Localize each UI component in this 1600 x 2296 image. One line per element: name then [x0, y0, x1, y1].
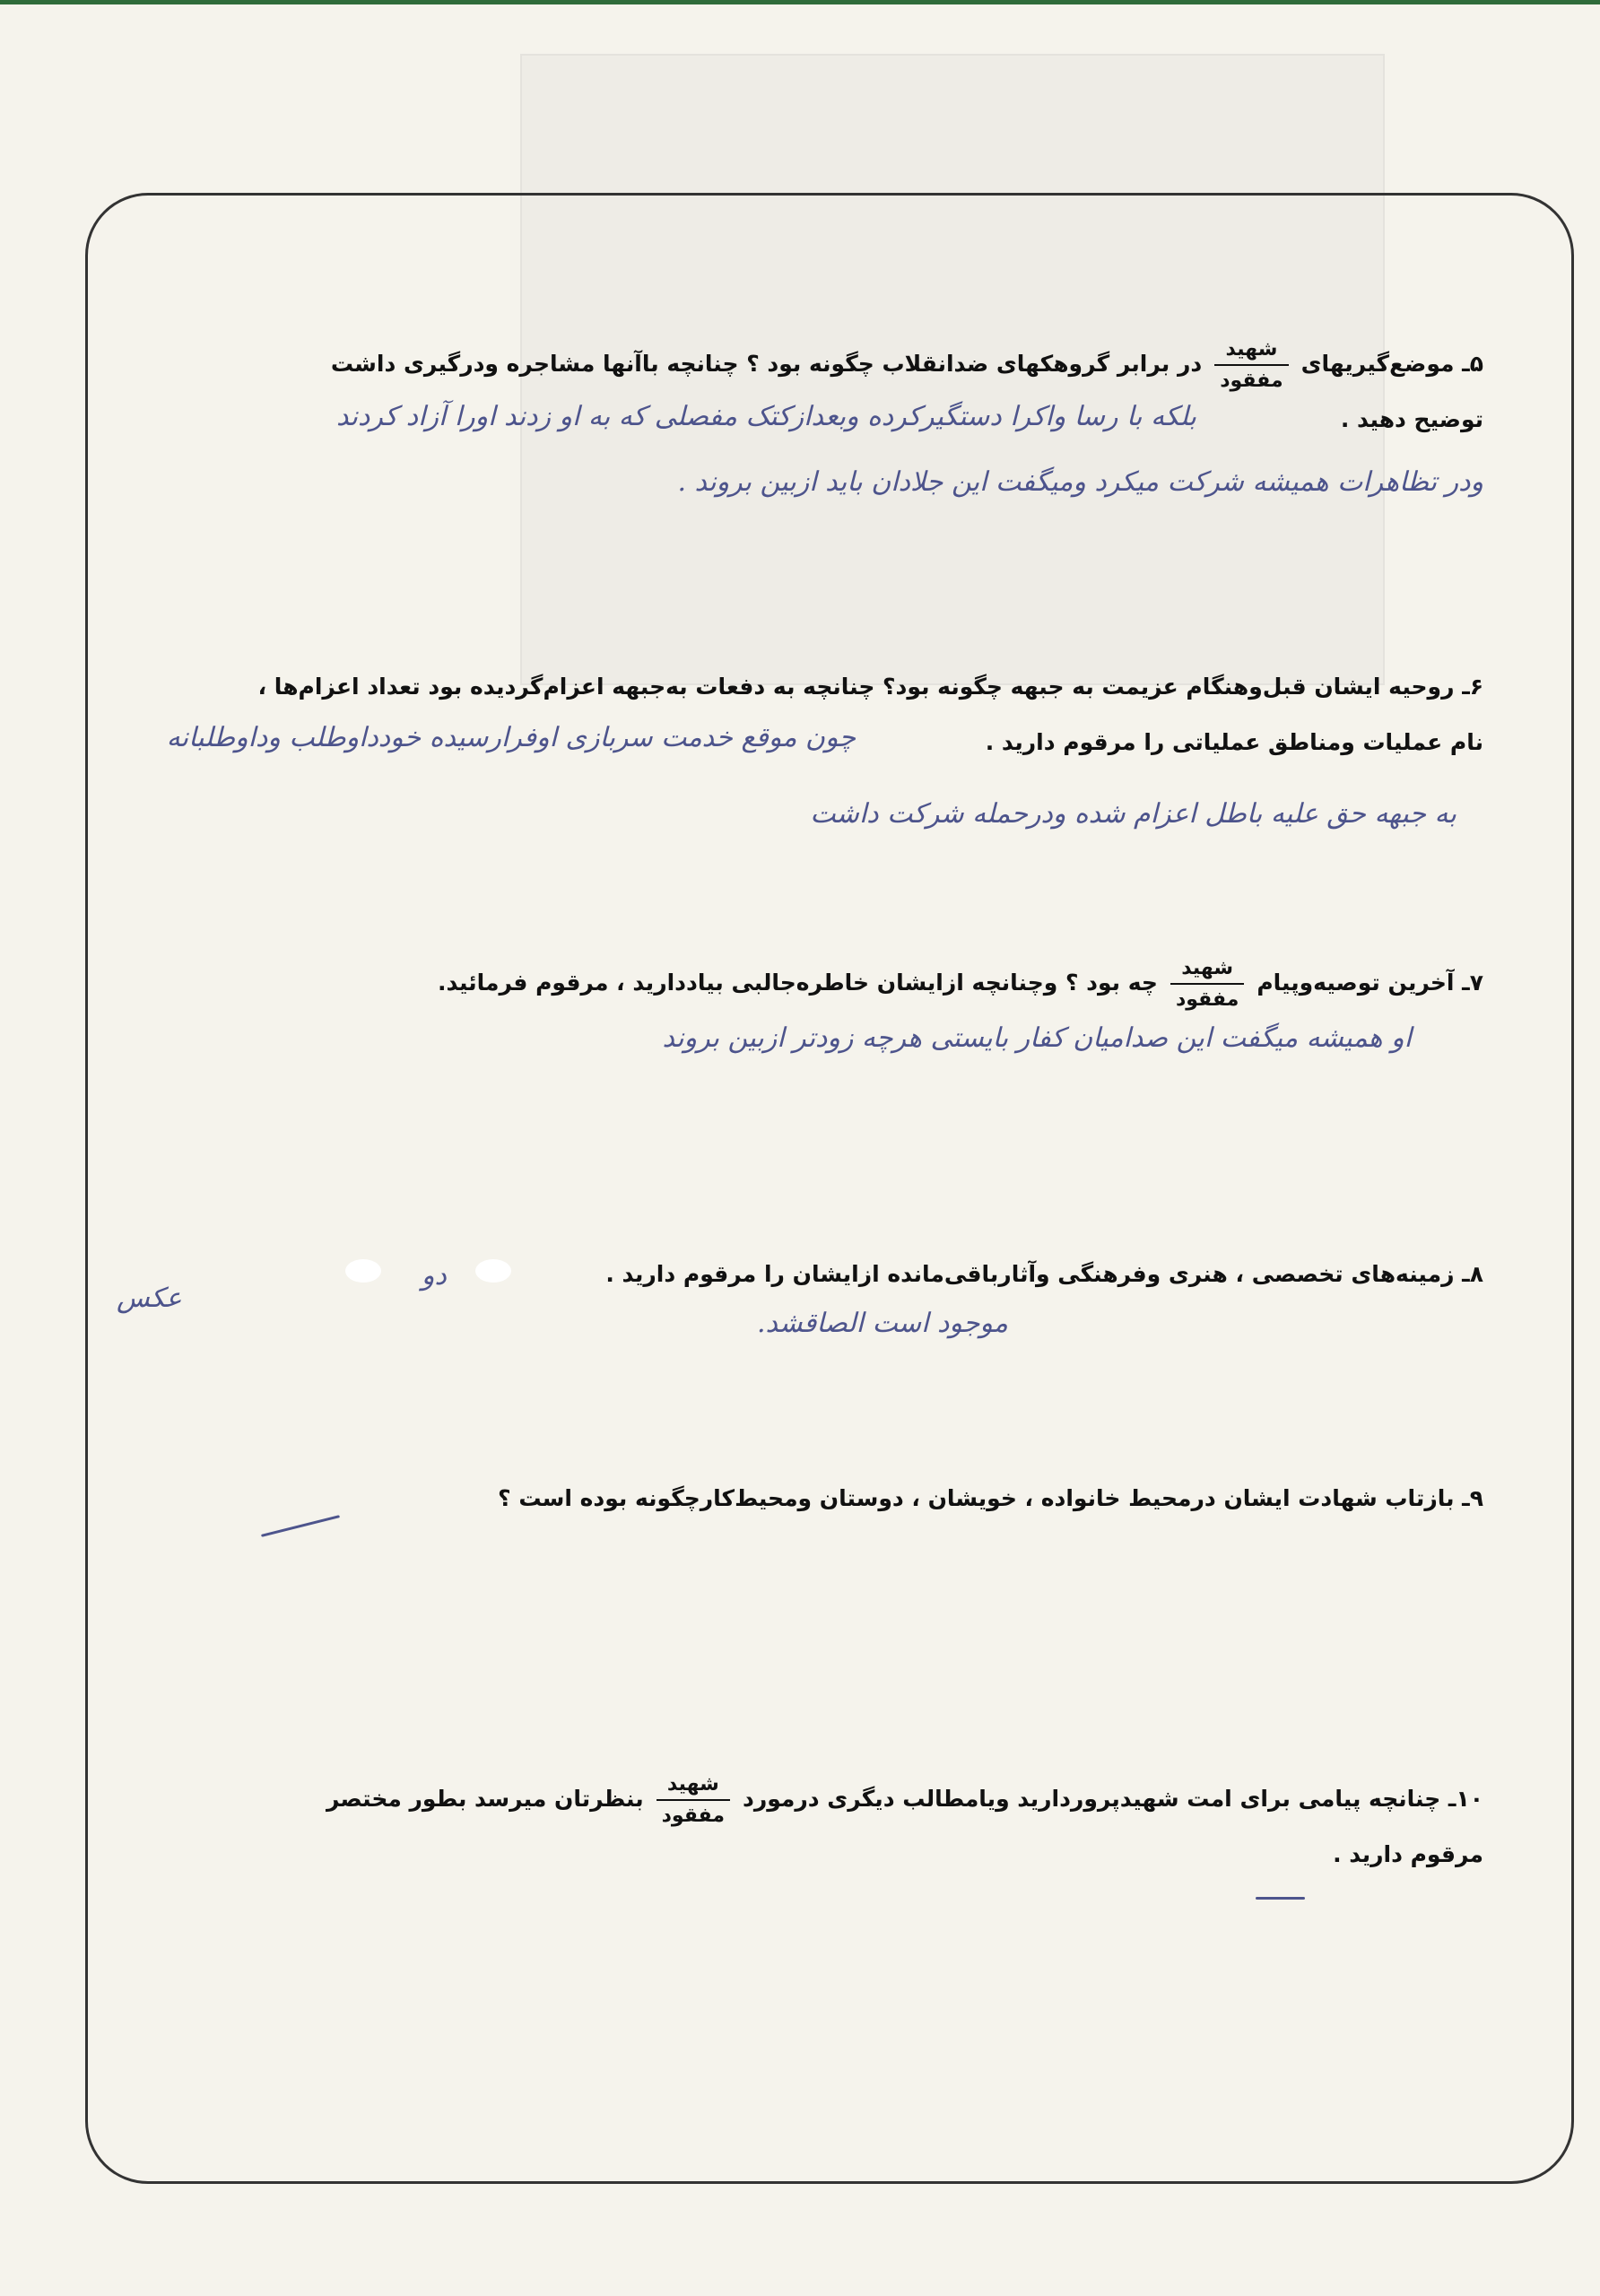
answer-5-line-2: ودر تظاهرات همیشه شرکت میکرد ومیگفت این جلادان باید ازبین بروند . — [677, 466, 1483, 498]
question-7-text-end: چه بود ؟ وچنانچه ازایشان خاطره‌جالبی بیاددارید ، مرقوم فرمائید. — [438, 970, 1158, 996]
fraction-denominator: مفقود — [1175, 988, 1239, 1011]
answer-6-line-2: به جبهه حق علیه باطل اعزام شده ودرحمله شرکت داشت — [810, 798, 1457, 830]
answer-6-line-1: چون موقع خدمت سربازی اوفرارسیده خودداوطلب وداوطلبانه — [166, 722, 856, 753]
answer-10-dash-mark — [1256, 1897, 1305, 1900]
fraction-denominator: مفقود — [1220, 370, 1283, 392]
fraction-numerator: شهید — [1170, 957, 1244, 985]
answer-8-photo-word: عکس — [117, 1283, 182, 1314]
question-6-line-2: نام عملیات ومناطق عملیاتی را مرقوم دارید . — [985, 729, 1483, 755]
question-6 — [258, 659, 1483, 770]
question-9-line-1: ۹ـ بازتاب شهادت ایشان درمحیط خانواده ، خویشان ، دوستان ومحیط‌کارچگونه بوده است ؟ — [498, 1485, 1483, 1511]
fraction-shahid-mafqud — [1214, 338, 1288, 393]
answer-8-attached: الصاقشد. — [756, 1308, 865, 1339]
question-10-line-2: مرقوم دارید . — [1333, 1841, 1483, 1868]
fraction-numerator: شهید — [657, 1773, 730, 1801]
question-8 — [605, 1247, 1483, 1302]
question-7 — [438, 955, 1483, 1011]
question-10-text-start: ۱۰ـ چنانچه پیامی برای امت شهیدپروردارید ویامطالب دیگری درمورد — [743, 1786, 1483, 1812]
answer-5-line-1: بلکه با رسا واکرا دستگیرکرده وبعدازکتک مفصلی که به او زدند اورا آزاد کردند — [335, 401, 1196, 432]
question-7-text-start: ۷ـ آخرین توصیه‌وپیام — [1257, 970, 1483, 996]
answer-7-line-1: او همیشه میگفت این صدامیان کفار بایستی هرچه زودتر ازبین بروند — [662, 1022, 1412, 1054]
fraction-shahid-mafqud — [657, 1773, 730, 1828]
answer-8-line-2 — [757, 1308, 1008, 1339]
question-5-line-2: توضیح دهید . — [1340, 406, 1483, 433]
question-5-text-end: در برابر گروهکهای ضدانقلاب چگونه بود ؟ چنانچه باآنها مشاجره ودرگیری داشت — [330, 351, 1203, 377]
answer-8-count: دو — [422, 1260, 447, 1292]
top-edge-bar — [0, 0, 1600, 4]
question-6-line-1: ۶ـ روحیه ایشان قبل‌وهنگام عزیمت به جبهه چگونه بود؟ چنانچه به دفعات به‌جبهه اعزام‌گردیده بود تعداد اعزام‌ها ، — [257, 674, 1483, 700]
question-10-text-end: بنظرتان میرسد بطور مختصر — [326, 1786, 644, 1812]
answer-8-exists: موجود است — [872, 1308, 1008, 1339]
fraction-numerator: شهید — [1214, 338, 1288, 366]
question-10 — [326, 1771, 1483, 1883]
correction-blot — [475, 1259, 511, 1283]
fraction-shahid-mafqud — [1170, 957, 1244, 1012]
correction-blot — [345, 1259, 381, 1283]
question-8-line-1: ۸ـ زمینه‌های تخصصی ، هنری وفرهنگی وآثارباقی‌مانده ازایشان را مرقوم دارید . — [605, 1261, 1483, 1287]
fraction-denominator: مفقود — [661, 1805, 725, 1827]
question-9 — [498, 1471, 1483, 1526]
question-5-text-start: ۵ـ موضع‌گیریهای — [1300, 351, 1483, 377]
